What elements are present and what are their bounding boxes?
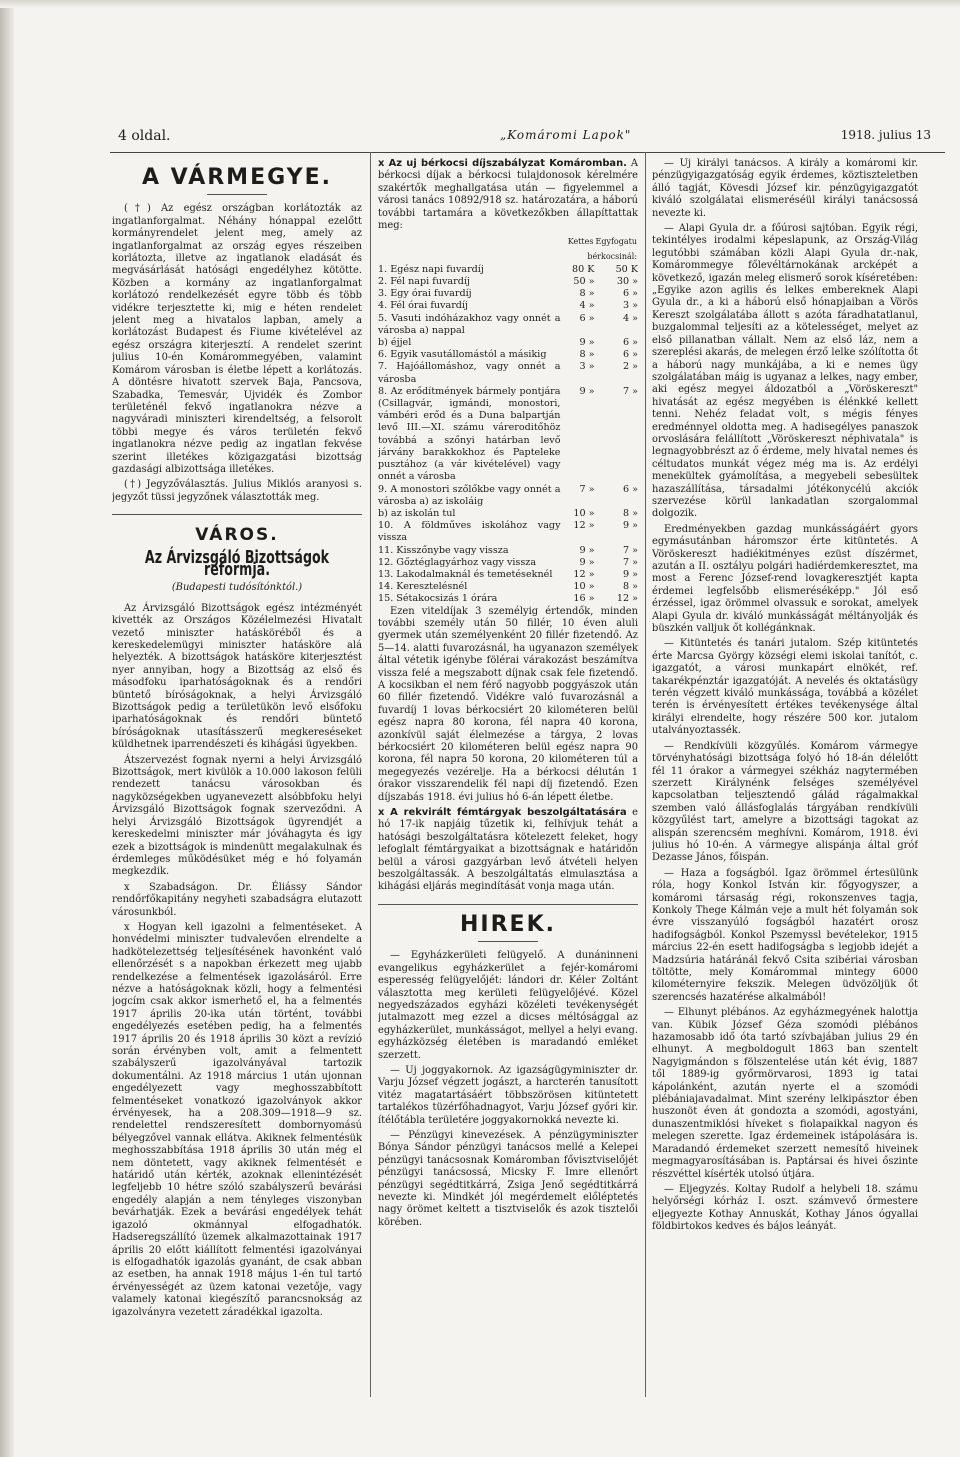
fare-kettes: 8 » (579, 349, 595, 361)
fare-kettes: 9 » (579, 544, 595, 556)
fare-label: 13. Lakodalmaknál és temetéseknél (378, 568, 553, 580)
column-divider-2 (645, 152, 646, 1397)
fare-col-empty (378, 250, 560, 264)
fare-label: 3. Egy órai fuvardíj (378, 288, 472, 300)
fare-egyfogatu: 4 » (622, 312, 638, 324)
fare-egyfogatu: 6 » (622, 349, 638, 361)
newspaper-name: „Komáromi Lapok" (500, 128, 632, 142)
fare-row (378, 288, 638, 300)
article-berkocsi-heading (378, 158, 638, 232)
fare-egyfogatu: 6 » (622, 288, 638, 300)
fare-label: 15. Sétakocsizás 1 órára (378, 593, 498, 605)
article-kiralyi-tanacsos: — Uj királyi tanácsos. A király a komáromi kir. pénzügyigazgatóság egyik érdemes, köztiszteletben álló tagját, Kövesdi József kir. pénzügyigazgatót kiváló szolgálatai elismeréséül királyi tanácsossá nevezte ki. (652, 158, 918, 219)
fare-label: 7. Hajóállomáshoz, vagy onnét a városba (378, 361, 561, 385)
fare-row (378, 484, 638, 508)
section-title-varos: VÁROS. (195, 525, 279, 546)
fare-egyfogatu: 9 » (622, 520, 638, 532)
article-haza-fogsagbol: — Haza a fogságból. Igaz örömmel értesülünk róla, hogy Konkol István kir. főgyogyszer, a komáromi társaság régi, rokonszenves tagja, Konkoly Thege Kálmán veje a mult hét folyamán sok évre visszanyúló fogságból hazatért orosz hadifogságból. Konkol Pszemyssl bevételekor, 1915 március 22-én esett hadifogságba s legjobb idejét a Madzsúria határánál fekvő Csita szibériai városban töltötte, mely Komárommal mintegy 6000 kilométernyire fekszik. Melegen üdvözöljük őt szerencsés hazatérése alkalmából! (652, 867, 918, 1003)
fare-label: 5. Vasuti indóházakhoz vagy onnét a városba a) nappal (378, 312, 561, 336)
article-alapi-gyula: — Alapi Gyula dr. a főúrosi sajtóban. Egyik régi, tekintélyes irodalmi képeslapunk, az Ország-Világ legutóbbi számában közli Alapi Gyula dr.-nak, Komárommegye főlevéltárnokának arcképét a következő, igazán meleg elismerő sorok kíséretében: „Egyike azon agilis és lelkes embereknek Alapi Gyula dr., a ki a háború első hónapjaiban a Vörös Kereszt szolgálatába állott s azóta fáradhatatlanul, buzgalommal teljesíti az a kötelességet, melyet az első pillanatban vállalt. Nem az első láz, nem a szereplési akarás, de melegen érző lelke szólította őt a háború nagy munkájába, a ki e nemes ügy szolgálatában máig is ugyanaz a lelkes, nagy ember, aki egész megyei áldozatból a „Vöröskereszt" hivatását az egész megyében is élénkké kellett tenni. Nehéz feladat volt, s mégis fényes eredménnyel oldotta meg. A hadisegélyes panaszok orvoslására felállított „Vöröskereszt néphivatala" is legnagyobbrészt az ő érdeme, mely hivatal nemes és céltudatos munkát végez még ma is. Az erdélyi menekültek gyámolítása, a megyebeli sebesültek hazaszállítása, társadalmi jótékonycélú akciók szervezése körül lankadatlan szorgalommal dolgozik. (652, 223, 918, 520)
fare-row (378, 520, 638, 544)
fare-table-header (378, 235, 638, 249)
fare-row (378, 276, 638, 288)
fare-egyfogatu: 3 » (622, 300, 638, 312)
fare-kettes: 80 K (572, 263, 595, 275)
scan-top-shadow (0, 0, 960, 8)
fare-egyfogatu: 7 » (622, 556, 638, 568)
fare-egyfogatu: 2 » (622, 361, 638, 373)
fare-kettes: 10 » (573, 581, 595, 593)
fare-row (378, 386, 638, 484)
fare-row (378, 361, 638, 385)
heading-berkocsi: x Az uj bérkocsi díjszabályzat Komáromban. (378, 158, 627, 169)
fare-row (378, 545, 638, 557)
fare-label: 14. Keresztelésnél (378, 581, 468, 593)
separator (112, 514, 362, 515)
byline: (Budapesti tudósítónktól.) (171, 582, 303, 594)
article-kozgyules: — Rendkívüli közgyűlés. Komárom vármegye törvényhatósági bizottsága folyó hó 18-án délelőtt fél 11 órakor a vármegyei székház nagytermében szerzett Királynénk felséges személyével kapcsolatban teljesztendő gálád rágalmakkal szemben való állásfoglalás tárgyában rendkívüli közgyűlést tart, amelyre a bizottsági tagokat az alispán szerencsém meghívni. Komárom, 1918. évi julius hó 10-én. A vármegye alispánja által gróf Dezasse János, főispán. (652, 740, 918, 864)
fare-kettes: 12 » (573, 520, 595, 532)
fare-egyfogatu: 9 » (622, 568, 638, 580)
fare-egyfogatu: 6 » (622, 483, 638, 495)
article-szabadsagon: x Szabadságon. Dr. Éliássy Sándor rendőrfőkapitány negyheti szabadságra elutazott városunkból. (112, 881, 362, 918)
fare-egyfogatu: 8 » (622, 581, 638, 593)
fare-row (378, 313, 638, 337)
fare-row (378, 593, 638, 605)
separator (207, 194, 267, 195)
article-alapi-gyula-2: Eredményekben gazdag munkásságáért gyors egymásutánban háromszor érte kitüntetés. A Vöröskereszt hadiékitményes ezüst díszérmet, azután a II. osztályu polgári hadiérdemkeresztet, ma most a Ferenc József-rend lovagkeresztjét kapta érdemei legfelsőbb elismeréséképp." Jól eső érzéssel, igaz örömmel olvassuk e sorokat, amelyek Alapi Gyula dr. kiváló munkásságát méltányolják és büszkén valljuk őt kollégánknak. (652, 523, 918, 635)
column-1 (112, 158, 362, 1408)
fare-label: 8. Az erődítmények bármely pontjára (Csillagvár, igmándi, monostori, vámbéri erőd és a Duna balpartján levő III.—XI. számu váreroditőhöz továbbá a szőnyi határban levő járvány barakkokhoz és Papteleke pusztához (a vár kivételével) vagy onnét a városba (378, 385, 561, 483)
fare-kettes: 9 » (579, 556, 595, 568)
fare-label: 11. Kisszőnybe vagy vissza (378, 544, 509, 556)
fare-col-empty (378, 235, 560, 249)
heading-fem: x A rekvirált fémtárgyak beszolgáltatására (378, 807, 627, 819)
fare-egyfogatu: 50 K (615, 263, 638, 275)
fare-kettes: 4 » (579, 300, 595, 312)
section-title-varmegye: A VÁRMEGYE. (142, 165, 332, 190)
fare-row (378, 557, 638, 569)
article-arvizsgalo-1: Az Árvizsgáló Bizottságok egész intézményét kivették az Országos Közélelmezési Hivatalt vezető miniszter hatásköréből és a kereskedelemügyi miniszter hatásköre alá helyezték. A bizottságok hatásköre kiterjesztést nyer annyiban, hogy a Bizottság az első és másodfoku iparhatóságoknak és a rendőri büntető bíróságoknak, a helyi Árvizsgáló Bizottságok pedig a területükön levő elsőfoku iparhatóságoknak és rendőri büntető bíróságoknak utasításszerű megkereséseket küldhetnek iparrendészeti és kihágási ügyekben. (112, 602, 362, 751)
fare-kettes: 6 » (579, 312, 595, 324)
fare-table-subheader (378, 250, 638, 264)
fare-egyfogatu: 7 » (622, 544, 638, 556)
fare-row (378, 300, 638, 312)
fare-kettes: 10 » (573, 507, 595, 519)
scan-edge-shadow (0, 0, 14, 1457)
fare-label: 12. Gőztéglagyárhoz vagy vissza (378, 556, 537, 568)
fare-row (378, 264, 638, 276)
page-header (40, 128, 945, 152)
fare-kettes: 9 » (579, 337, 595, 349)
article-elhunyt-plebanos: — Elhunyt plébános. Az egyházmegyének halottja van. Kübik József Géza szomódi plébános hazamosabb idő óta tartó szívbajában julius 29 én elhunyt. A megboldogult 1863 ban szentelt Nagyigmándon s fölszentelése után két évig, 1887 től 1889-ig győrmörvarosi, 1893 ig tatai kápolánként, azután nyerte el a szomódi plébániajavadalmat. Mint szerény lelkipásztor ében huszonöt éven át gondozta a szomódi, agostyáni, dunaszentmiklósi híveket s fiolapaikkal nagyon és melegen szerette. Igaz érdemeinek istápolására is. Maradandó érdemeket szerzett nemesítő hiveinek megmagyarosításában is. Paptársai és hivei őszinte részvéttel kísérték utolsó útjára. (652, 1007, 918, 1180)
article-jegyzovalasztas: (†) Jegyzőválasztás. Julius Miklós aranyosi s. jegyzőt tüssi jegyzőnek választották meg. (112, 479, 362, 503)
column-divider-1 (370, 152, 371, 1397)
fare-row (378, 508, 638, 520)
fare-col-berkocsinal: bérkocsinál: (587, 251, 637, 261)
article-egyhazkeruleti: — Egyházkerületi felügyelő. A dunáninneni evangelikus egyházkerület a fejér-komáromi esperesség felügyelőjét: lándori dr. Kéler Zoltánt választotta meg kerületi felügyelőjévé. Közel negyedszázados egyházi közéleti tevékenységét jutalmazott meg ezzel a dicses méltósággal az egyházkerület, munkásságot, mellyel a helyi evang. egyházközség életében is maradandó emléket szerzett. (378, 950, 638, 1061)
fare-label: 10. A földműves iskolához vagy vissza (378, 520, 561, 544)
fare-egyfogatu: 8 » (622, 507, 638, 519)
fare-row (378, 337, 638, 349)
section-title-hirek: HIREK. (460, 911, 556, 937)
header-rule (110, 152, 945, 153)
fare-label: b) éjjel (378, 337, 412, 349)
fare-kettes: 50 » (573, 276, 595, 288)
fare-label: 4. Fél órai fuvardíj (378, 300, 468, 312)
fare-label: 9. A monostori szőlőkbe vagy onnét a városba a) az iskoláig (378, 483, 561, 507)
column-3 (652, 158, 918, 1408)
issue-date: 1918. julius 13 (840, 128, 931, 142)
page-number: 4 oldal. (118, 128, 171, 144)
fare-col-kettes: Kettes (567, 237, 594, 247)
article-felmentesek: x Hogyan kell igazolni a felmentéseket. A honvédelmi miniszter tudvalevően elrendelte a hadkötelezettség teljesítésének havonként való ellenőrzését s a napokban érkezett meg ujabb rendelkezése a felmentések igazolásáról. Erre nézve a hatóságoknak közli, hogy a felmentési jogcím csak akkor ismerhető el, ha a felmentés 1917 április 20-ika után történt, további engedélyezés esetében pedig, ha a felmentés 1917 április 20 és 1918 április 30 közt a revízió során érvényben volt, amit a felmentett szabályszerű igazolványával tartozik dokumentálni. Az 1918 március 1 után ujonnan engedélyezett vagy meghosszabbított felmentéseket vonatkozó igazolványok akkor érvényesek, ha a 208.309—1918—9 sz. rendelettel rendszeresített dombornyomású bélyegzővel vannak ellátva. Akiknek felmentésük meghosszabbítása 1918 április 30 után még el nem döntetett, vagy akiknek felmentését e határidő után kérték, azoknak ellenintézését legfeljebb 10 hétre szóló szabályszerű bevárási engedély alapján a nem tényleges viszonyban bevárhatják. Ezek a bevárási engedélyek tehát igazoló okmánnyal elfogadhatók. Hadseregszállító üzemek alkalmazottainak 1917 április 20 előtt kiállított felmentési igazolványai is elfogadhatók igazolás gyanánt, de csak abban az esetben, ha annak 1918 május 1-én tul tartó érvényességét az üzem katonai vezetője, vagy valamely katonai kiegészítő parancsnokság az igazolványra vezetett záradékkal igazolta. (112, 921, 362, 1318)
separator (378, 904, 638, 905)
fare-label: 1. Egész napi fuvardíj (378, 263, 484, 275)
headline-arvizsgalo: Az Árvizsgáló Bizottságok reformja. (144, 546, 330, 580)
fare-kettes: 16 » (573, 593, 595, 605)
fare-row (378, 349, 638, 361)
fare-kettes: 8 » (579, 288, 595, 300)
column-2 (378, 158, 638, 1408)
fare-label: b) az iskolán tul (378, 507, 456, 519)
article-eljegyzes: — Eljegyzés. Koltay Rudolf a helybeli 18. számu helyőrségi kórház I. oszt. számvevő őrmestere eljegyezte Kothay Annuskát, Kothay János ógyallai földbirtokos kedves és bájos leányát. (652, 1183, 918, 1233)
fare-label: 2. Fél napi fuvardíj (378, 276, 470, 288)
article-joggyakornok: — Uj joggyakornok. Az igazságügyminiszter dr. Varju József végzett jogászt, a harcterén tanusított vitéz magatartásáért többszörösen kitüntetett tartalékos tüzérfőhadnagyot, Varju József győri kir. ítélőtábla területére joggyakornokká nevezte ki. (378, 1064, 638, 1126)
article-fem-heading (378, 807, 638, 894)
fare-table (378, 235, 638, 605)
article-arvizsgalo-2: Átszervezést fognak nyerni a helyi Árvizsgáló Bizottságok, mert kivülök a 10.000 lakoson felüli rendezett tanácsu városokban és nagyközségekben ugyanevezett alsóbbfoku helyi Árvizsgáló Bizottságok fognak szerveződni. A helyi Árvizsgáló Bizottságok ügyrendjét a kereskedelmi miniszter már jóváhagyta és igy ezek a bizottságok is mindenütt megalakulnak és érdemleges működésüket még e hó folyamán megkezdik. (112, 754, 362, 878)
article-berkocsi-after: Ezen viteldíjak 3 személyig értendők, minden további személy után 50 fillér, 10 éven aluli gyermek után személyenként 20 fillér fizetendő. Az 5—14. alatti fuvarozásnál, ha ugyanazon személyek által vétetik igénybe fölérai várakozást beszámítva vissza felé a megszabott díjnak csak fele fizetendő. A kocsikban el nem férő nagyobb poggyászok után 60 fillér fizetendő. Vidékre való fuvarozásnál a fuvardíj 1 lovas bérkocsiért 20 kilométeren belül egész napra 80 korona, fél napra 40 korona, azonkívül saját élelmezése a tárgya, 2 lovas bérkocsiért 20 kilométeren belül egész napra 90 korona, fél napra 50 korona, 20 kilométeren túl a megegyezés vezérelje. Ha a bérkocsi délután 1 órakor visszarendelik fél napi díj fizetendő. Ezen díjszabás 1918. évi julius hó 6-án lépett életbe. (378, 605, 638, 803)
fare-kettes: 3 » (579, 361, 595, 373)
fare-row (378, 569, 638, 581)
fare-col-egyfogatu: Egyfogatu (595, 237, 637, 247)
article-berkocsi-intro: A bérkocsi díjak a bérkocsi tulajdonosok kérelmére szakértők meghallgatása után — figyelemmel a városi tanács 10892/918 sz. határozatára, a háború további tartamára a következőkben állapíttattak meg: (378, 158, 638, 232)
article-ingatlanforgalom: (†) Az egész országban korlátozták az ingatlanforgalmat. Néhány hónappal ezelőtt kormányrendelet jelent meg, amely az ingatlanforgalmat az ország egyes részeiben korlátozta, illetve az ingatlanok eladását és megvásárlását hatósági engedélyhez kötötte. Közben a kormány az ingatlanforgalmat korlátozó rendelkezését egyre több és több vidékre terjesztette ki, mig e héten rendelet jelent meg a hivatalos lapban, amely a korlátozást Budapest és Fiume kivételével az egész országra kiterjesztí. A rendelet szerint julius 10-én Komárommegyében, valamint Komárom városban is életbe lépett a korlátozás. A döntésre hivatott szervek Baja, Pancsova, Szabadka, Temesvár, Ujvidék és Zombor területénél fekvő ingatlanokra nézve a nagyváradi miniszteri kirendeltség, a felsorolt többi megye és város területén fekvő ingatlanokra nézve pedig az ingatlan fekvése szerint illetékes közigazgatási bizottság gazdasági albizottsága illetékes. (112, 203, 362, 475)
fare-rows (378, 264, 638, 606)
fare-kettes: 9 » (579, 385, 595, 397)
article-penzugyi: — Pénzügyi kinevezések. A pénzügyminiszter Bónya Sándor pénzügyi tanácsos mellé a Kelepei pénzügyi tanácsosnak Komáromban fővisztviselőjét pénzügyi tanácsossá, Micsky F. Imre ellenőrt pénzügyi segédtitkárrá, Zsiga Jenő segédtitkárrá nevezte ki. Mindkét jól megérdemelt előléptetés nagy örömet keltett a tisztviselők és azok tisztelői körében. (378, 1129, 638, 1228)
fare-kettes: 7 » (579, 483, 595, 495)
fare-egyfogatu: 6 » (622, 337, 638, 349)
article-kituntetes: — Kitüntetés és tanári jutalom. Szép kitüntetés érte Marcsa György községi elemi iskolai tanítót, c. igazgatót, a városi munkapárt elnökét, ref. takarékpénztár igazgatóját. A nevelés és oktatásügy terén végzett kiváló munkássága, továbbá a közélet terén is érvényesített értékes tevékenysége által királyi elrendelte, hogy részére 500 kor. jutalom utalványoztassék. (652, 638, 918, 737)
fare-kettes: 12 » (573, 568, 595, 580)
fare-label: 6. Egyik vasutállomástól a másikig (378, 349, 547, 361)
fare-egyfogatu: 12 » (616, 593, 638, 605)
fare-egyfogatu: 30 » (616, 276, 638, 288)
separator (478, 941, 538, 942)
article-fem-body: e hó 17-ik napjáig tűzetik ki, felhívjuk tehát a hatósági beszolgáltatásra kötelezett feleket, hogy lefoglalt fémtárgyaikat a bizottságnak e határidőn belül a városi gazgyárban levő átvételi helyen beszolgáltassák. A beszolgáltatás elmulasztása a kihágási eljárás megindítását vonja maga után. (378, 807, 638, 893)
fare-row (378, 581, 638, 593)
fare-egyfogatu: 7 » (622, 385, 638, 397)
